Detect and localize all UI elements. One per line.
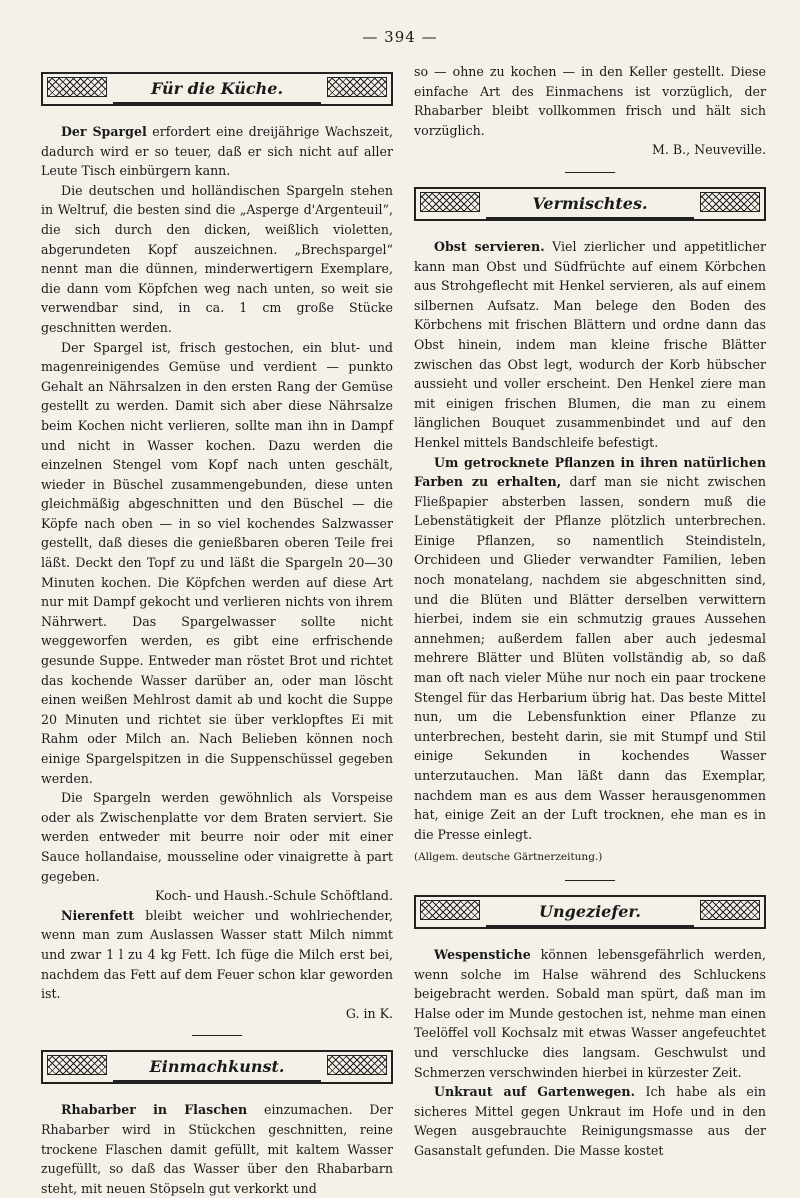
- article-paragraph: Die deutschen und holländischen Spargeln stehen in Weltruf, die besten sind die „Asperge d'Argenteuil“, die sich durch den dicken, weißlich violetten, abgerundeten Kopf auszeichnen. „Brechspargel“ nennt man die dünnen, minderwertigern Exemplare, die dann vom Köpfchen weg nach unten, so weit sie verwendbar sind, in ca. 1 cm große Stücke geschnitten werden.: [41, 182, 393, 335]
- section-title: Für die Küche.: [113, 74, 321, 104]
- section-header-ungeziefer: [414, 895, 766, 929]
- section-header-vermischtes: [414, 187, 766, 221]
- article-signature: Koch- und Haush.-Schule Schöftland.: [155, 888, 393, 904]
- divider: [192, 1035, 242, 1036]
- article-paragraph: [414, 1082, 766, 1160]
- article-paragraph: [414, 453, 766, 845]
- article-paragraph: [41, 1100, 393, 1198]
- article-paragraph: [414, 945, 766, 1082]
- section-title: Einmachkunst.: [113, 1052, 321, 1082]
- ornament-icon: [47, 77, 107, 97]
- section-header-einmachkunst: [41, 1050, 393, 1084]
- left-column: [41, 62, 393, 1198]
- article-paragraph: Der Spargel ist, frisch gestochen, ein blut- und magenreinigendes Gemüse und verdient — punkto Gehalt an Nährsalzen in den ersten Rang der Gemüse gestellt zu werden. Damit sich aber diese Nährsalze beim Kochen nicht verlieren, sollte man ihn in Dampf und nicht in Wasser kochen. Dazu werden die einzelnen Stengel vom Kopf nach unten geschält, wieder in Büschel zusammengebunden, diese unten gleichmäßig abgeschnitten und den Büschel — die Köpfe nach oben — in so viel kochendes Salzwasser gestellt, daß dieses die genießbaren oberen Teile frei läßt. Deckt den Topf zu und läßt die Spargeln 20—30 Minuten kochen. Die Köpfchen werden auf diese Art nur mit Dampf gekocht und verlieren nichts von ihrem Nährwert. Das Spargelwasser sollte nicht weggeworfen werden, es gibt eine erfrischende gesunde Suppe. Entweder man röstet Brot und richtet das kochende Wasser darüber an, oder man löscht einen weißen Mehlrost damit ab und kocht die Suppe 20 Minuten und richtet sie über verklopftes Ei mit Rahm oder Milch an. Nach Belieben können noch einige Spargelspitzen in die Suppenschüssel gegeben werden.: [41, 339, 393, 786]
- article-credit: (Allgem. deutsche Gärtnerzeitung.): [414, 851, 603, 864]
- ornament-icon: [327, 1055, 387, 1075]
- article-lead: Um getrocknete Pflanzen in ihren natürlichen Farben zu erhalten,: [414, 454, 766, 490]
- section-title: Ungeziefer.: [486, 897, 694, 927]
- divider: [565, 880, 615, 881]
- article-text: darf man sie nicht zwischen Fließpapier absterben lassen, sondern muß die Lebenstätigkeit der Pflanze plötzlich unterbrechen. Einige Pflanzen, so namentlich Steindisteln, Orchideen und Glieder verwandter Familien, leben noch monatelang, nachdem sie abgeschnitten sind, und die Blüten und Blätter derselben verwittern hierbei, indem sie ein schmutzig graues Aussehen annehmen; außerdem fallen aber auch jedesmal mehrere Blätter und Blüten vollständig ab, so daß man oft nach vieler Mühe nur noch ein paar trockene Stengel für das Herbarium übrig hat. Das beste Mittel nun, um die Lebensfunktion einer Pflanze zu unterbrechen, besteht darin, sie mit Stumpf und Stil einige Sekunden in kochendes Wasser unterzutauchen. Man läßt dann das Exemplar, nachdem man es aus dem Wasser herausgenommen hat, einige Zeit an der Luft trocknen, ehe man es in die Presse einlegt.: [414, 474, 766, 842]
- ornament-icon: [420, 192, 480, 212]
- article-lead: Obst servieren.: [434, 238, 545, 254]
- article-text: können lebensgefährlich werden, wenn solche im Halse während des Schluckens beigebracht werden. Sobald man spürt, daß man im Halse oder im Munde gestochen ist, nehme man einen Teelöffel voll Kochsalz mit etwas Wasser angefeuchtet und verschlucke dies langsam. Geschwulst und Schmerzen verschwinden hierbei in kürzester Zeit.: [414, 946, 766, 1080]
- right-column: [414, 62, 766, 1161]
- ornament-icon: [47, 1055, 107, 1075]
- article-text: Viel zierlicher und appetitlicher kann man Obst und Südfrüchte auf einem Körbchen aus Strohgeflecht mit Henkel servieren, als auf einem silbernen Aufsatz. Man belege den Boden des Körbchens mit frischen Blättern und ordne dann das Obst hinein, indem man kleine frische Blätter zwischen das Obst legt, wodurch der Korb hübscher aussieht und voller erscheint. Den Henkel ziere man mit einigen frischen Blumen, die man zu einem länglichen Bouquet zusammenbindet und auf den Henkel mittels Bandschleife befestigt.: [414, 238, 767, 450]
- page-number: — 394 —: [362, 28, 438, 46]
- section-title: Vermischtes.: [486, 189, 694, 219]
- article-lead: Nierenfett: [61, 907, 135, 923]
- article-lead: Rhabarber in Flaschen: [61, 1102, 248, 1118]
- article-paragraph: so — ohne zu kochen — in den Keller gestellt. Diese einfache Art des Einmachens ist vorzüglich, der Rhabarber bleibt vollkommen frisch und hält sich vorzüglich.: [414, 64, 766, 138]
- article-lead: Unkraut auf Gartenwegen.: [434, 1084, 635, 1100]
- article-lead: Der Spargel: [61, 124, 147, 139]
- article-paragraph: Die Spargeln werden gewöhnlich als Vorspeise oder als Zwischenplatte vor dem Braten serviert. Sie werden entweder mit beurre noir oder mit einer Sauce hollandaise, mousseline oder vinaigrette à part gegeben.: [41, 790, 393, 884]
- article-text: einzumachen. Der Rhabarber wird in Stückchen geschnitten, reine trockene Flaschen damit gefüllt, mit kaltem Wasser zugefüllt, so daß das Wasser über den Rhabarbarn steht, mit neuen Stöpseln gut verkorkt und: [41, 1102, 393, 1196]
- article-text: Ich habe als ein sicheres Mittel gegen Unkraut im Hofe und in den Wegen ausgebrauchte Reinigungsmasse aus der Gasanstalt gefunden. Die Masse kostet: [414, 1084, 766, 1158]
- ornament-icon: [420, 900, 480, 920]
- article-signature: G. in K.: [345, 1005, 393, 1021]
- ornament-icon: [700, 192, 760, 212]
- divider: [565, 172, 615, 173]
- article-signature: M. B., Neuveville.: [652, 142, 766, 158]
- ornament-icon: [700, 900, 760, 920]
- article-text: erfordert eine dreijährige Wachszeit, dadurch wird er so teuer, daß er sich nicht auf aller Leute Tisch einbürgern kann.: [41, 124, 393, 179]
- article-paragraph: [41, 906, 393, 1004]
- article-lead: Wespenstiche: [434, 946, 531, 962]
- article-text: bleibt weicher und wohlriechender, wenn man zum Auslassen Wasser statt Milch nimmt und zwar 1 l zu 4 kg Fett. Ich füge die Milch erst bei, nachdem das Fett auf dem Feuer schon klar geworden ist.: [41, 907, 393, 1002]
- section-header-kueche: [41, 72, 393, 106]
- article-paragraph: [414, 237, 766, 453]
- ornament-icon: [327, 77, 387, 97]
- article-paragraph: [41, 122, 393, 181]
